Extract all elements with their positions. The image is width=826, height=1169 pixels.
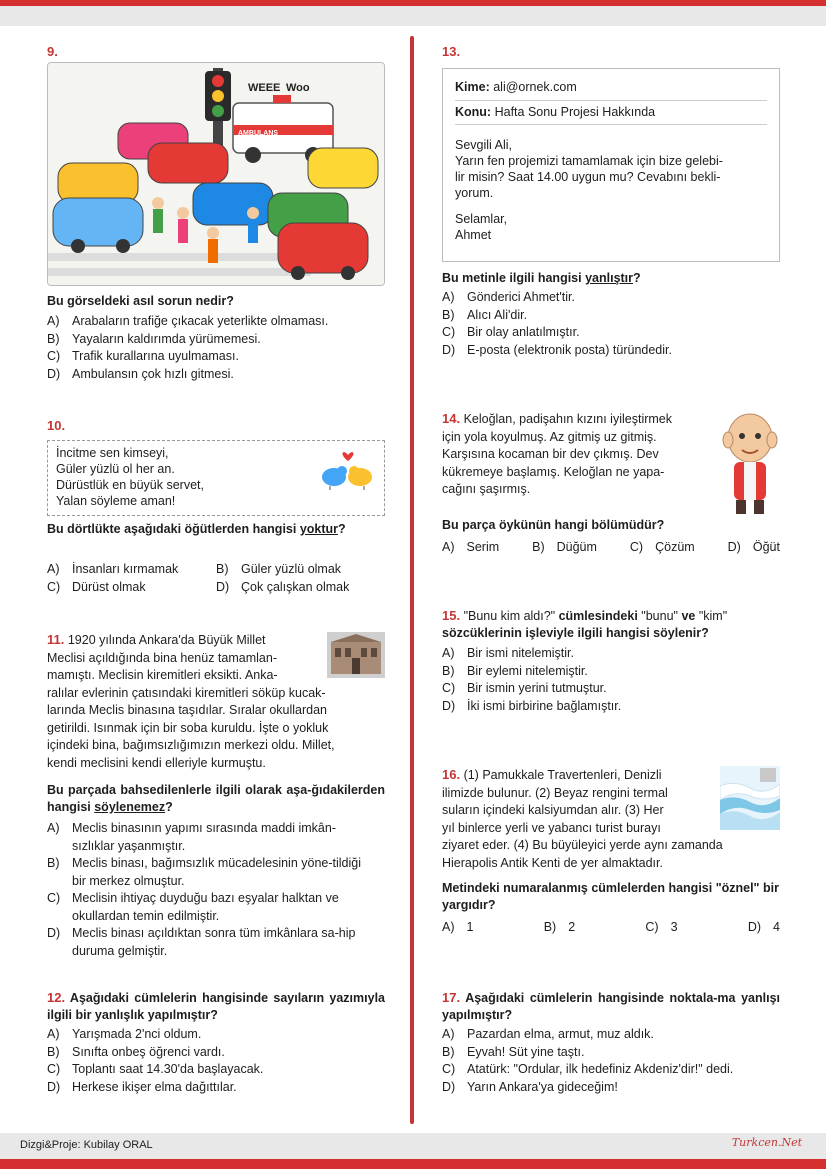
option-c[interactable]: C) Bir ismin yerini tutmuştur. [442,681,607,695]
question-14-stem: Bu parça öykünün hangi bölümüdür? [442,518,665,532]
option-b[interactable]: B) Sınıfta onbeş öğrenci vardı. [47,1044,225,1059]
bottom-red-bar [0,1159,826,1169]
passage-line-5: larında Meclis binasına taşıdılar. Sıralar okullardan [47,703,328,717]
option-c[interactable]: C) Dürüst olmak [47,579,146,594]
question-12-options [47,1026,385,1096]
parliament-building-icon [327,632,385,678]
option-d[interactable]: D) Meclis binası açıldıktan sonra tüm imkânlara sa-hip duruma gelmiştir. [47,926,356,958]
email-body-1: Yarın fen projemizi tamamlamak için bize gelebi- [455,154,723,168]
passage-line-7: içindeki bina, bağımsızlığımızın merkezi oldu. Millet, [47,738,335,752]
question-15-stem: 15. "Bunu kim aldı?" cümlesindeki "bunu" ve "kim" sözcüklerinin işleviyle ilgili hangisi söylenir? [442,608,728,640]
poem-line-3: Dürüstlük en büyük servet, [56,478,204,492]
email-greeting: Sevgili Ali, [455,138,512,152]
question-11-stem: Bu parçada bahsedilenlerle ilgili olarak aşa-ğıdakilerden hangisi söylenemez? [47,783,385,814]
question-10-stem: Bu dörtlükte aşağıdaki öğütlerden hangisi yoktur? [47,522,346,536]
poem-line-2: Güler yüzlü ol her an. [56,462,175,476]
email-body-2: lir misin? Saat 14.00 uygun mu? Cevabını bekli- [455,170,721,184]
option-b[interactable]: B) Bir eylemi nitelemiştir. [442,663,588,678]
passage-line-6: Hierapolis Antik Kenti de yer almaktadır. [442,855,663,870]
option-c[interactable]: C) Çözüm [629,540,695,554]
birds-heart-icon [316,447,380,491]
option-c[interactable]: C) 3 [645,920,678,934]
email-closing: Selamlar, [455,212,508,226]
option-d[interactable]: D) Ambulansın çok hızlı gitmesi. [47,366,234,381]
question-10-number: 10. [47,418,66,433]
option-a[interactable]: A) Meclis binasının yapımı sırasında maddi imkân-sızlıklar yaşanmıştır. [47,821,336,853]
question-13-options [442,289,780,359]
email-body-3: yorum. [455,186,494,200]
column-divider [410,36,414,1124]
traffic-illustration [47,62,385,286]
question-9-options [47,313,385,383]
question-12-stem: 12. Aşağıdaki cümlelerin hangisinde sayıların yazımıyla ilgili bir yanlışlık yapılmıştır? [47,990,385,1022]
option-a[interactable]: A) Arabaların trafiğe çıkacak yeterlikte olmaması. [47,314,329,328]
question-14-options [442,540,780,554]
option-a[interactable]: A) Pazardan elma, armut, muz aldık. [442,1027,654,1041]
option-b[interactable]: B) Meclis binası, bağımsızlık mücadelesinin yöne-tildiği bir merkez olmuştur. [47,856,362,888]
keloglan-character-icon [722,408,778,516]
poem-line-4: Yalan söyleme aman! [56,494,176,508]
siren-text-weee: WEEE [248,82,281,94]
option-d[interactable]: D) Çok çalışkan olmak [216,579,350,594]
question-13-stem: Bu metinle ilgili hangisi yanlıştır? [442,271,641,285]
poem-box [47,440,385,516]
passage-line-1: 14. Keloğlan, padişahın kızını iyileştirmek [442,411,672,426]
passage-line-2: için yola koyulmuş. Az gitmiş uz gitmiş. [442,429,657,444]
passage-line-4: kükremeye başlamış. Keloğlan ne yapa- [442,464,665,479]
traffic-scene-drawing [48,63,385,286]
option-d[interactable]: D) Öğüt [727,540,780,554]
passage-line-5: ziyaret eder. (4) Bu büyüleyici yerde aynı zamanda [442,838,723,852]
option-d[interactable]: D) Herkese ikişer elma dağıttılar. [47,1079,237,1094]
email-subject: Konu: Hafta Sonu Projesi Hakkında [455,104,656,119]
email-box [442,68,780,262]
passage-line-6: getirildi. Isınmak için bir soba kuruldu. İşte o yokluk [47,720,329,735]
poem-line-1: İncitme sen kimseyi, [56,446,169,460]
option-c[interactable]: C) Atatürk: "Ordular, ilk hedefiniz Akdeniz'dir!" dedi. [442,1062,734,1076]
passage-line-4: ralılar evlerinin çatısındaki kiremitleri söküp kucak- [47,685,326,700]
option-d[interactable]: D) Yarın Ankara'ya gideceğim! [442,1079,618,1094]
option-c[interactable]: C) Trafik kurallarına uyulmaması. [47,349,239,363]
passage-line-3: suların içindeki kalsiyumdan alır. (3) Her [442,803,664,817]
passage-line-2: Meclisi açıldığında bina henüz tamamlan- [47,650,277,665]
email-divider-1 [455,100,767,101]
option-b[interactable]: B) Alıcı Ali'dir. [442,307,528,322]
option-a[interactable]: A) Bir ismi nitelemiştir. [442,646,574,660]
option-a[interactable]: A) Yarışmada 2'nci oldum. [47,1027,202,1041]
option-c[interactable]: C) Toplantı saat 14.30'da başlayacak. [47,1062,264,1076]
option-b[interactable]: B) Yayaların kaldırımda yürümemesi. [47,331,261,346]
passage-line-4: yıl binlerce yerli ve yabancı turist burayı [442,820,661,835]
email-divider-2 [455,124,767,125]
question-10-options [47,561,385,596]
option-a[interactable]: A) İnsanları kırmamak [47,562,179,576]
option-b[interactable]: B) Güler yüzlü olmak [216,562,342,576]
siren-text-woo: Woo [286,82,310,94]
passage-line-1: 16. (1) Pamukkale Travertenleri, Denizli [442,767,662,782]
question-11-options [47,820,385,960]
question-17-stem: 17. Aşağıdaki cümlelerin hangisinde noktala-ma yanlışı yapılmıştır? [442,990,780,1022]
option-a[interactable]: A) Serim [442,540,500,554]
option-b[interactable]: B) Eyvah! Süt yine taştı. [442,1044,585,1059]
email-to: Kime: ali@ornek.com [455,80,577,94]
option-a[interactable]: A) 1 [442,920,474,934]
option-d[interactable]: D) 4 [747,920,780,934]
question-9-stem: Bu görseldeki asıl sorun nedir? [47,294,234,308]
footer-credit: Dizgi&Proje: Kubilay ORAL [20,1139,153,1151]
option-d[interactable]: D) İki ismi birbirine bağlamıştır. [442,698,622,713]
option-b[interactable]: B) Düğüm [532,540,597,554]
question-14-passage [442,410,716,499]
question-13-number: 13. [442,44,461,59]
option-c[interactable]: C) Bir olay anlatılmıştır. [442,325,580,339]
footer-brand-logo[interactable]: Turkcen.Net [731,1136,802,1149]
passage-line-8: kendi meclisini kendi elleriyle kurmuştu. [47,755,266,770]
option-b[interactable]: B) 2 [543,920,576,934]
passage-line-2: ilimizde bulunur. (2) Beyaz rengini termal [442,785,668,800]
top-gray-strip [0,6,826,26]
passage-line-3: mamıştı. Meclisin kiremitleri eksikti. Anka- [47,668,278,682]
email-signature: Ahmet [455,228,492,242]
question-16-options [442,920,780,934]
ambulance-label: AMBULANS [238,130,279,137]
pamukkale-photo-icon [720,766,780,830]
passage-line-1: 11. 1920 yılında Ankara'da Büyük Millet [47,632,266,647]
passage-line-5: cağını şaşırmış. [442,482,531,496]
option-c[interactable]: C) Meclisin ihtiyaç duyduğu bazı eşyalar halktan ve okullardan temin edilmiştir. [47,891,339,923]
question-9-number: 9. [47,44,58,59]
question-15-options [442,645,780,715]
option-d[interactable]: D) E-posta (elektronik posta) türündedir. [442,342,672,357]
question-17-options [442,1026,780,1096]
question-16-stem: Metindeki numaralanmış cümlelerden hangisi "öznel" bir yargıdır? [442,881,779,912]
option-a[interactable]: A) Gönderici Ahmet'tir. [442,290,575,304]
passage-line-3: Karşısına kocaman bir dev çıkmış. Dev [442,447,659,461]
